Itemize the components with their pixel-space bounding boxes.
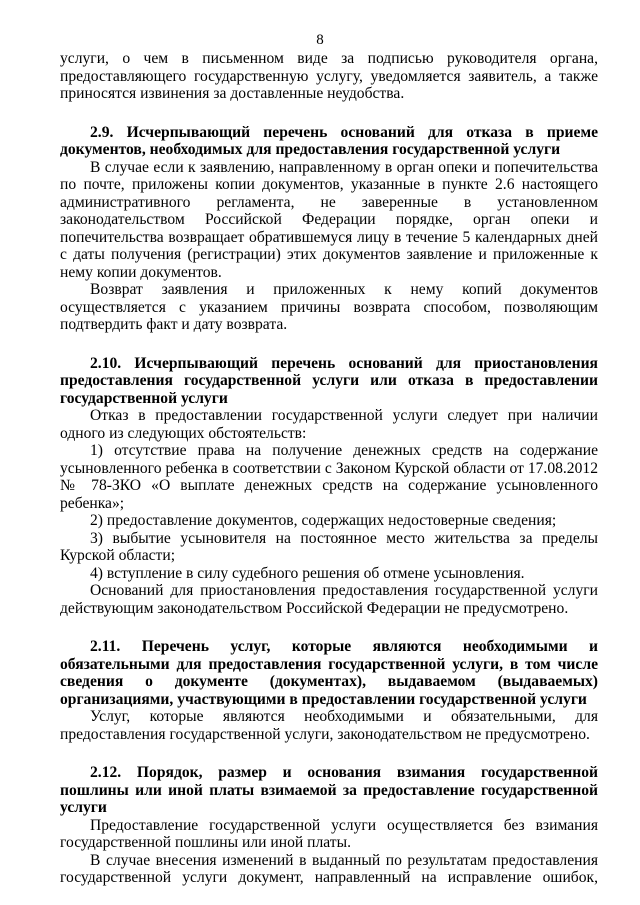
list-item: 1) отсутствие права на получение денежных средств на содержание усыновленного ребенка в соответствии с Законом Курской области от 17.08.2012 № 78-ЗКО «О выплате денежных средств на содержание усыновленного ребенка»; (60, 442, 598, 512)
list-item: 3) выбытие усыновителя на постоянное место жительства за пределы Курской области; (60, 529, 598, 564)
list-item: 4) вступление в силу судебного решения об отмене усыновления. (90, 564, 525, 582)
section-heading-2-10: 2.10. Исчерпывающий перечень оснований для приостановления предоставления государственной услуги или отказа в предоставлении государственной услуги (60, 354, 598, 407)
paragraph: В случае внесения изменений в выданный по результатам предоставления государственной услуги документ, направленный на исправление ошибок, (60, 851, 598, 886)
document-body (60, 50, 598, 887)
section-heading-2-11: 2.11. Перечень услуг, которые являются необходимыми и обязательными для предоставления государственной услуги, в том числе сведения о документе (документах), выдаваемом (выдаваемых) организациями, участвующими в предоставлении государственной услуги (60, 638, 598, 708)
paragraph: В случае если к заявлению, направленному в орган опеки и попечительства по почте, приложены копии документов, указанные в пункте 2.6 настоящего административного регламента, не заверенные в установленном законодательством Российской Федерации порядке, орган опеки и попечительства возвращает обратившемуся лицу в течение 5 календарных дней с даты получения (регистрации) этих документов заявление и приложенные к нему копии документов. (60, 158, 598, 281)
paragraph: Отказ в предоставлении государственной услуги следует при наличии одного из следующих обстоятельств: (60, 407, 598, 442)
paragraph: Услуг, которые являются необходимыми и обязательными, для предоставления государственной услуги, законодательством не предусмотрено. (60, 708, 598, 743)
paragraph-continuation: услуги, о чем в письменном виде за подписью руководителя органа, предоставляющего государственную услугу, уведомляется заявитель, а также приносятся извинения за доставленные неудобства. (60, 50, 598, 102)
list-item: 2) предоставление документов, содержащих недостоверные сведения; (90, 512, 557, 529)
section-heading-2-9: 2.9. Исчерпывающий перечень оснований для отказа в приеме документов, необходимых для предоставления государственной услуги (60, 123, 598, 158)
paragraph: Возврат заявления и приложенных к нему копий документов осуществляется с указанием причины возврата способом, позволяющим подтвердить факт и дату возврата. (60, 281, 598, 333)
paragraph: Оснований для приостановления предоставления государственной услуги действующим законодательством Российской Федерации не предусмотрено. (60, 582, 598, 617)
page-number: 8 (316, 32, 324, 48)
paragraph: Предоставление государственной услуги осуществляется без взимания государственной пошлины или иной платы. (60, 816, 598, 851)
section-heading-2-12: 2.12. Порядок, размер и основания взимания государственной пошлины или иной платы взимаемой за предоставление государственной услуги (60, 764, 598, 816)
